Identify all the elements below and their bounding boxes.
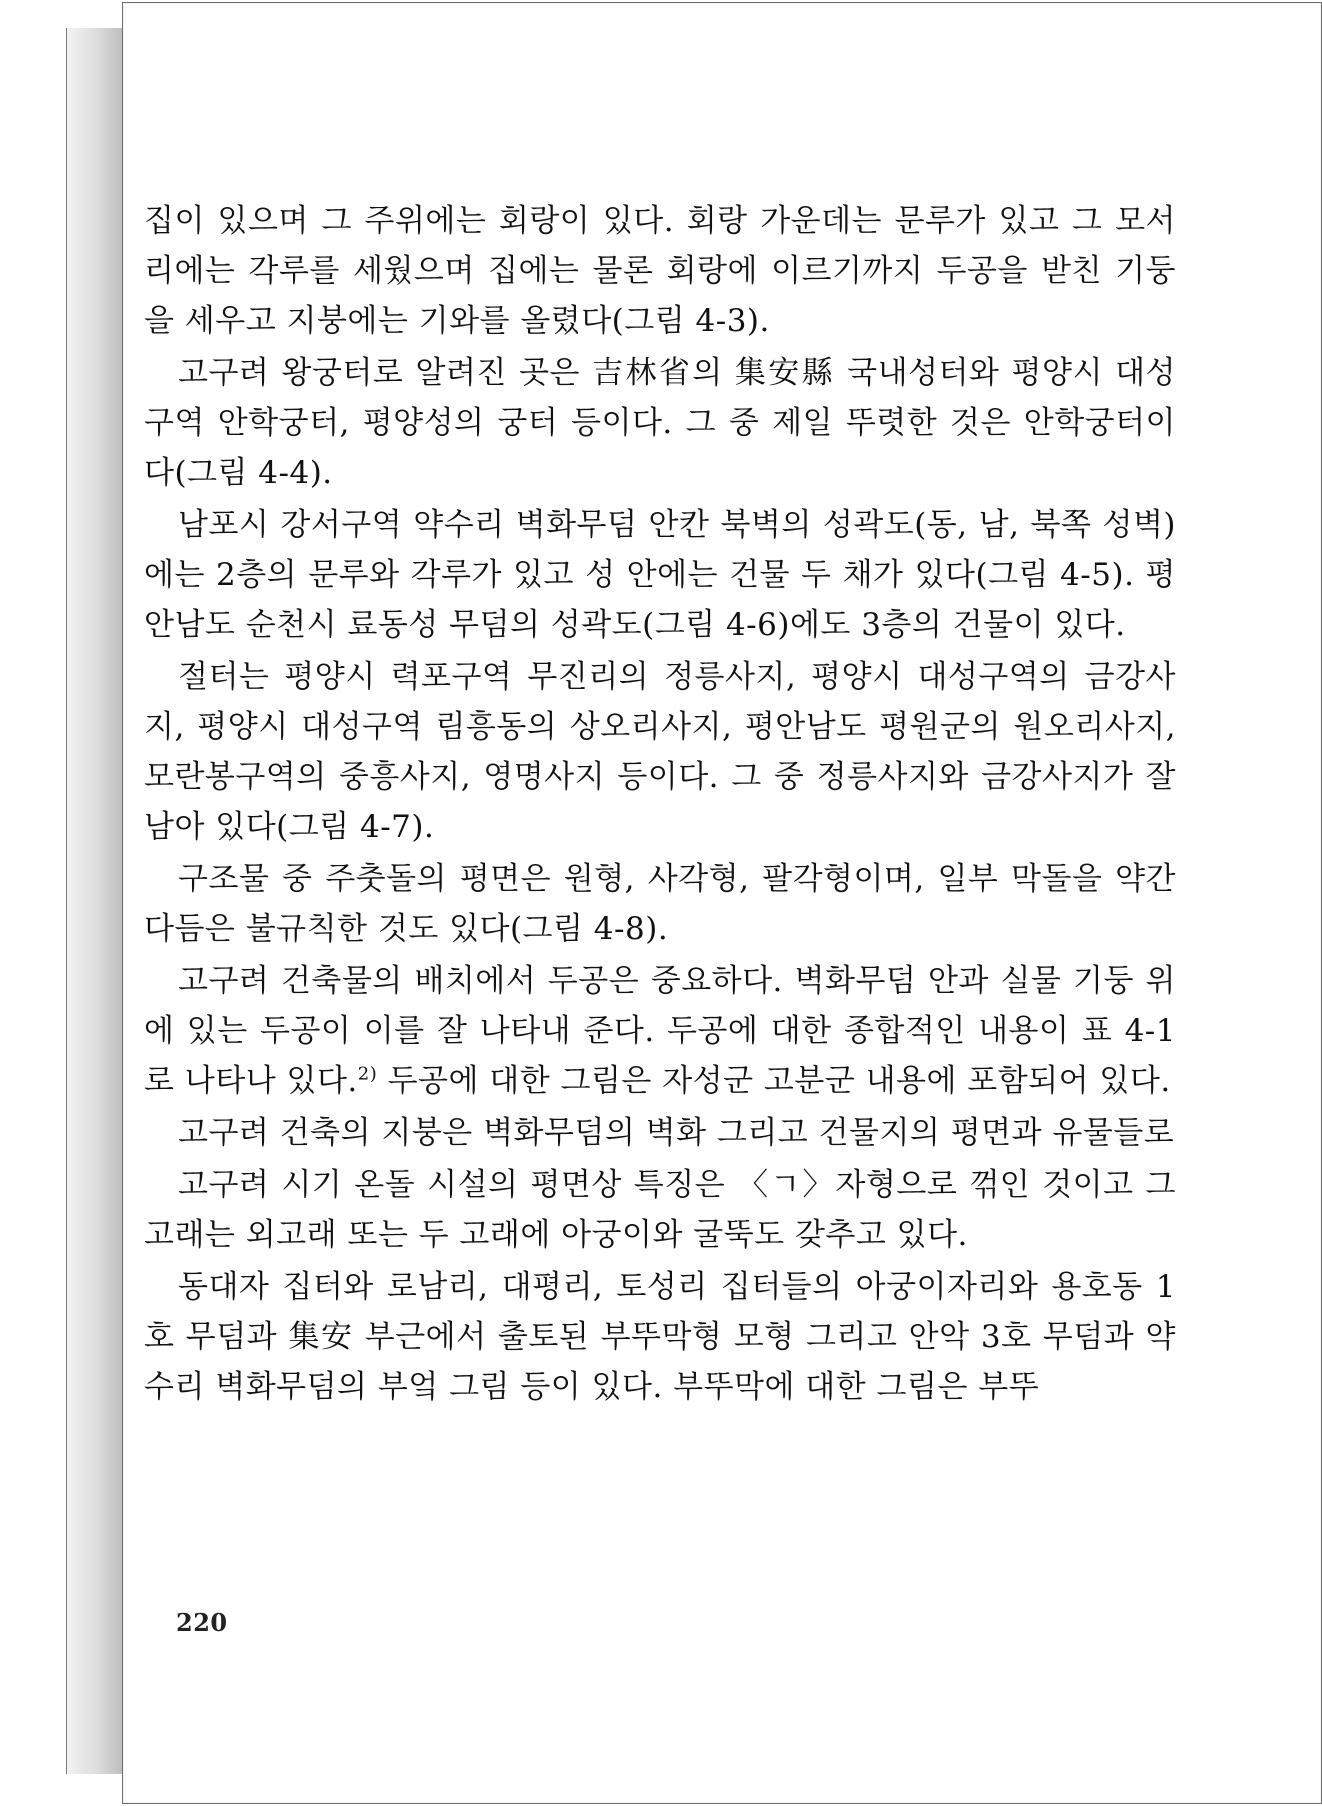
paragraph: 절터는 평양시 력포구역 무진리의 정릉사지, 평양시 대성구역의 금강사지, 평양시 대성구역 림흥동의 상오리사지, 평안남도 평원군의 원오리사지, 모란봉구역의 중흥사지, 영명사지 등이다. 그 중 정릉사지와 금강사지가 잘 남아 있다(그림 4-7). [144, 659, 1176, 845]
paragraph: 고구려 시기 온돌 시설의 평면상 특징은 〈ㄱ〉자형으로 꺾인 것이고 그 고래는 외고래 또는 두 고래에 아궁이와 굴뚝도 갖추고 있다. [144, 1167, 1176, 1253]
paragraph: 고구려 왕궁터로 알려진 곳은 吉林省의 集安縣 국내성터와 평양시 대성구역 안학궁터, 평양성의 궁터 등이다. 그 중 제일 뚜렷한 것은 안학궁터이다(그림 4-4). [144, 355, 1176, 491]
paragraph-text-continuation: 두공에 대한 그림은 자성군 고분군 내용에 포함되어 있다. [377, 1063, 1171, 1099]
page-body-text [144, 196, 1176, 1414]
paragraph-with-footnote [144, 956, 1176, 1106]
footnote-marker: 2) [357, 1063, 378, 1085]
paragraph: 동대자 집터와 로남리, 대평리, 토성리 집터들의 아궁이자리와 용호동 1호 무덤과 集安 부근에서 출토된 부뚜막형 모형 그리고 안악 3호 무덤과 약수리 벽화무덤의 부엌 그림 등이 있다. 부뚜막에 대한 그림은 부뚜 [144, 1269, 1176, 1405]
paragraph: 구조물 중 주춧돌의 평면은 원형, 사각형, 팔각형이며, 일부 막돌을 약간 다듬은 불규칙한 것도 있다(그림 4-8). [144, 861, 1176, 947]
paragraph-text: 고구려 건축물의 배치에서 두공은 중요하다. 벽화무덤 안과 실물 기둥 위에 있는 두공이 이를 잘 나타내 준다. 두공에 대한 종합적인 내용이 표 4-1로 나타나 있다. [144, 963, 1176, 1099]
paragraph: 고구려 건축의 지붕은 벽화무덤의 벽화 그리고 건물지의 평면과 유물들로 [178, 1115, 1175, 1151]
book-spine-edge [66, 28, 123, 1774]
paragraph: 집이 있으며 그 주위에는 회랑이 있다. 회랑 가운데는 문루가 있고 그 모서리에는 각루를 세웠으며 집에는 물론 회랑에 이르기까지 두공을 받친 기둥을 세우고 지붕에는 기와를 올렸다(그림 4-3). [144, 203, 1176, 339]
page-number: 220 [176, 1608, 228, 1637]
paragraph: 남포시 강서구역 약수리 벽화무덤 안칸 북벽의 성곽도(동, 남, 북쪽 성벽)에는 2층의 문루와 각루가 있고 성 안에는 건물 두 채가 있다(그림 4-5). 평안남도 순천시 료동성 무덤의 성곽도(그림 4-6)에도 3층의 건물이 있다. [144, 507, 1176, 643]
